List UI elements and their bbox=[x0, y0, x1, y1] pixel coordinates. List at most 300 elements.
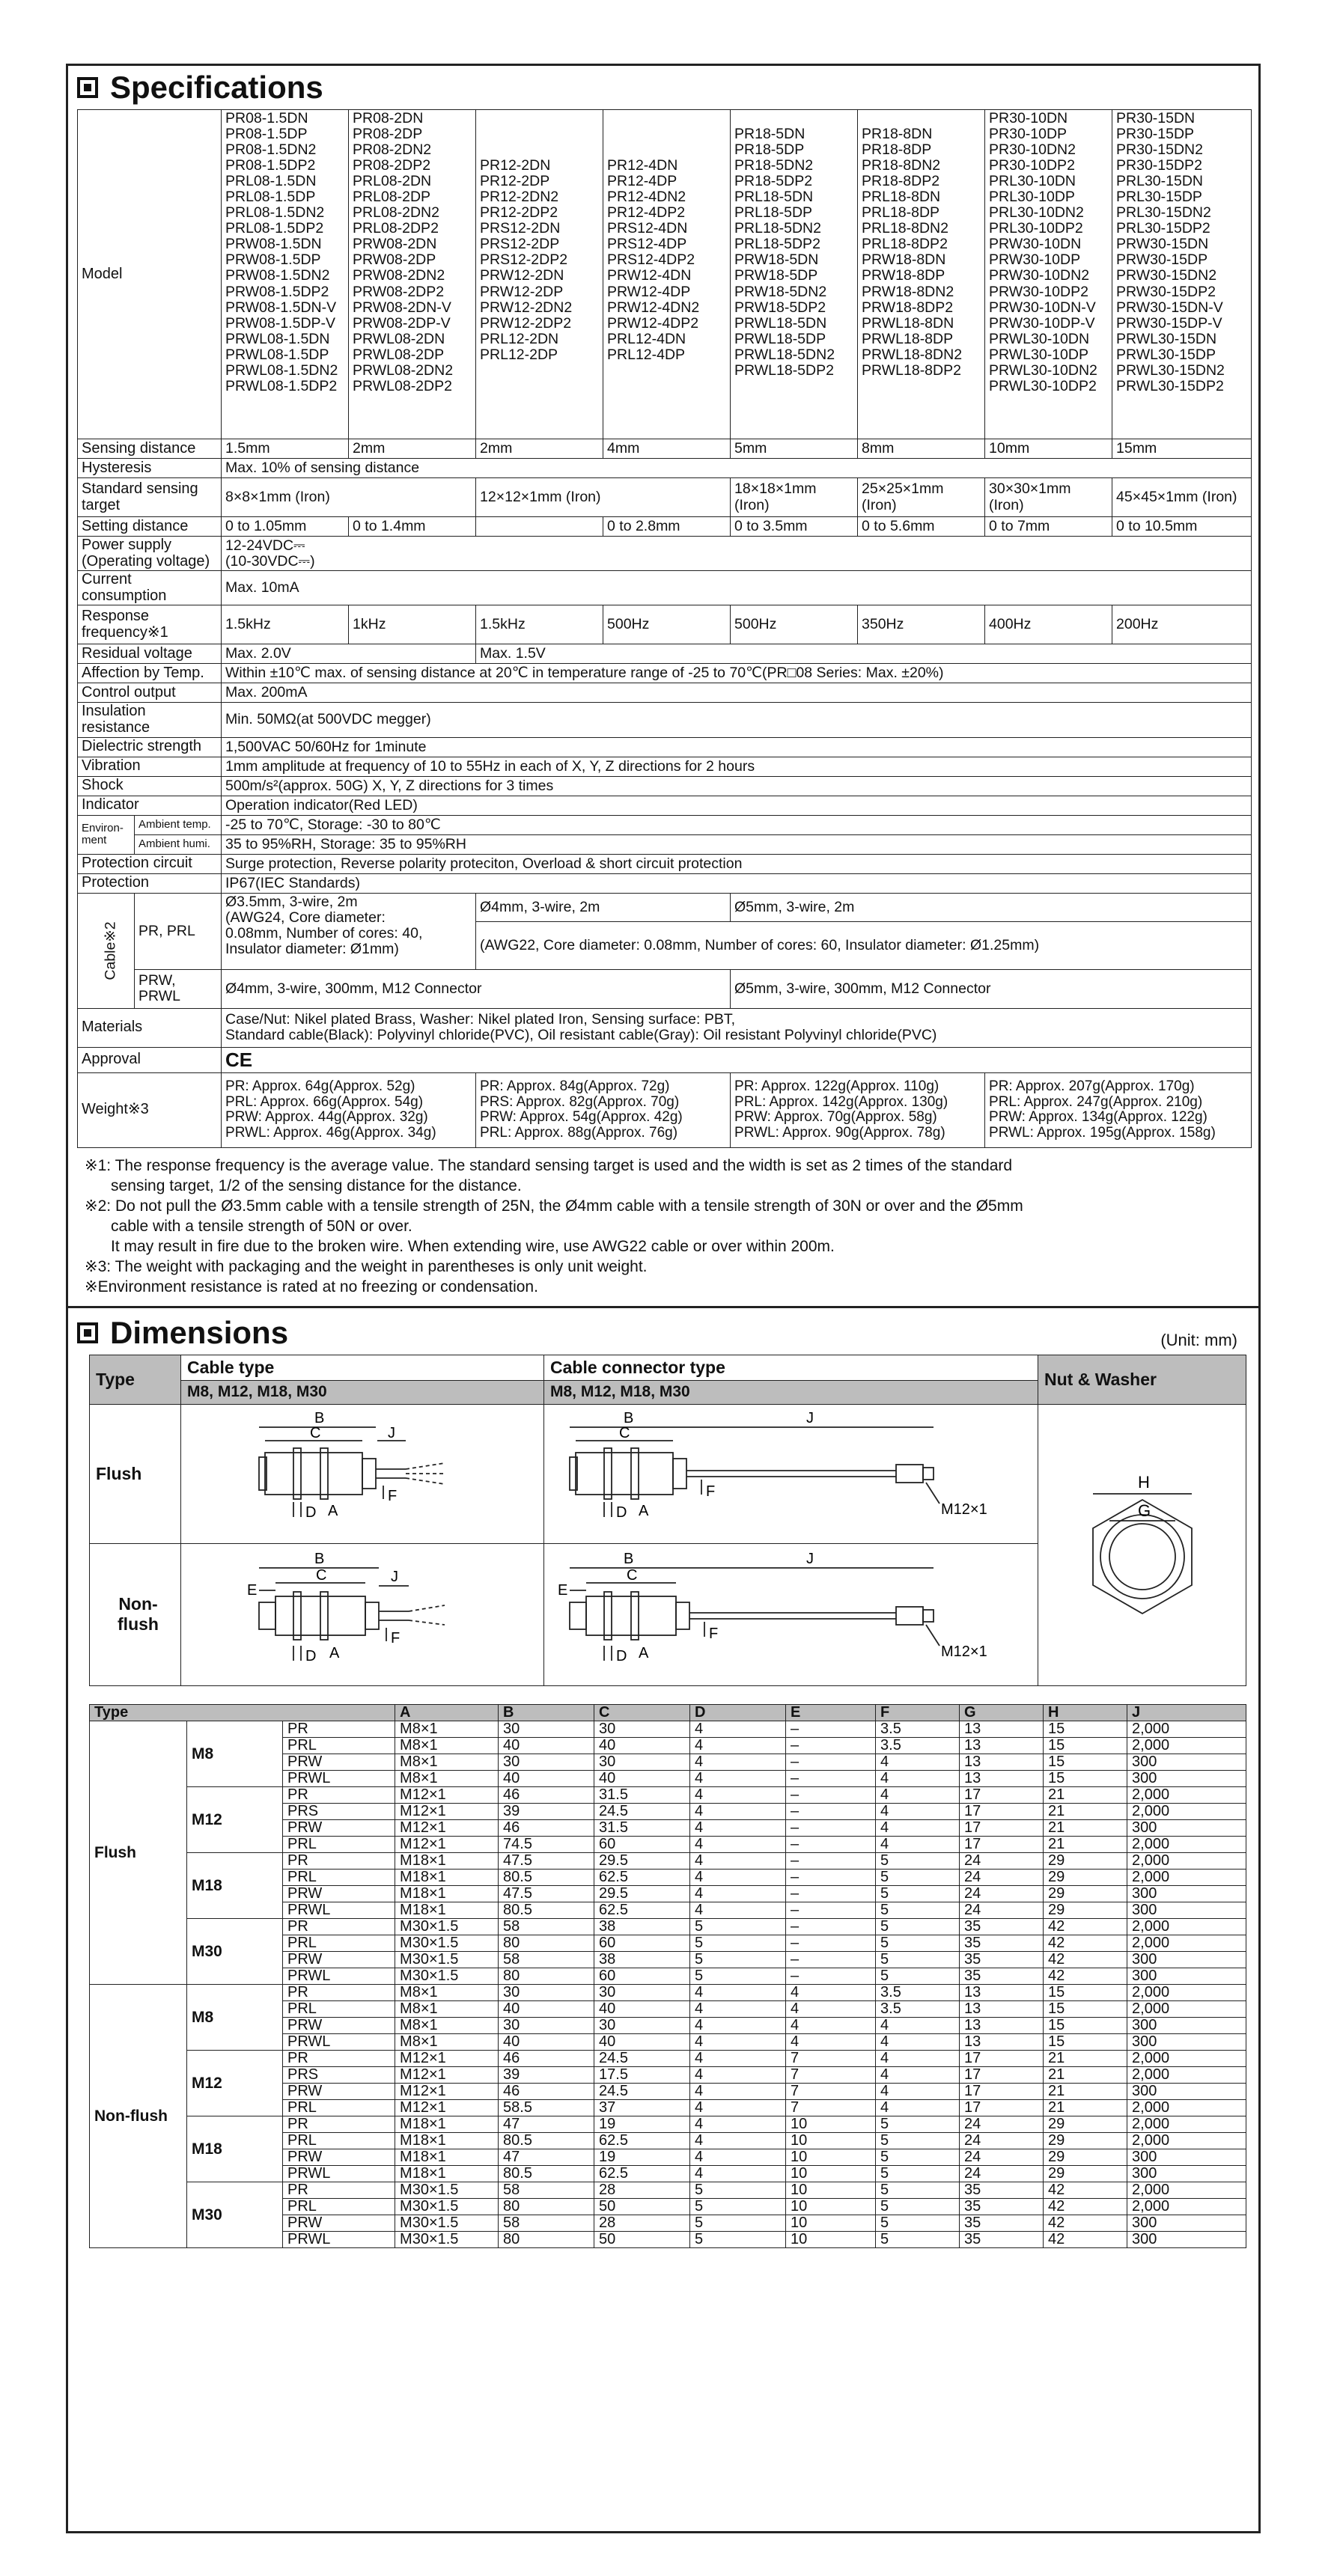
table-cell: M12×1 bbox=[395, 2083, 499, 2099]
table-cell: M12×1 bbox=[395, 2099, 499, 2116]
table-cell: 2,000 bbox=[1127, 1737, 1246, 1754]
protection-row bbox=[78, 873, 1252, 893]
table-cell: PRWL bbox=[283, 1902, 395, 1918]
cable-label-cell bbox=[78, 893, 135, 1008]
cell: 500m/s²(approx. 50G) X, Y, Z directions for 3 times bbox=[222, 776, 1252, 796]
table-cell: 2,000 bbox=[1127, 2132, 1246, 2149]
table-cell: 4 bbox=[876, 1786, 960, 1803]
table-cell: 24 bbox=[960, 1852, 1044, 1869]
column-header: H bbox=[1044, 1704, 1127, 1721]
row-label: Control output bbox=[78, 683, 222, 703]
table-cell: 35 bbox=[960, 2215, 1044, 2231]
table-cell: 24 bbox=[960, 2165, 1044, 2182]
table-cell: 46 bbox=[499, 1819, 594, 1836]
cell: 25×25×1mm (Iron) bbox=[858, 478, 985, 517]
table-cell: 10 bbox=[786, 2149, 876, 2165]
table-cell: 47.5 bbox=[499, 1885, 594, 1902]
column-header: A bbox=[395, 1704, 499, 1721]
table-cell: 4 bbox=[690, 1984, 786, 2000]
cell: 1.5kHz bbox=[222, 605, 349, 644]
size-label: M12 bbox=[187, 2050, 283, 2116]
table-cell: 2,000 bbox=[1127, 2066, 1246, 2083]
row-label: Protection bbox=[78, 873, 222, 893]
table-cell: 4 bbox=[690, 1852, 786, 1869]
table-cell: 4 bbox=[786, 2017, 876, 2033]
table-cell: 17 bbox=[960, 1836, 1044, 1852]
table-cell: – bbox=[786, 1836, 876, 1852]
table-cell: 4 bbox=[786, 2000, 876, 2017]
standard-target-row bbox=[78, 478, 1252, 517]
table-cell: M18×1 bbox=[395, 2132, 499, 2149]
cell: (AWG22, Core diameter: 0.08mm, Number of cores: 60, Insulator diameter: Ø1.25mm) bbox=[476, 921, 1252, 969]
model-row bbox=[78, 110, 1252, 439]
model-list: PR12-4DN PR12-4DP PR12-4DN2 PR12-4DP2 PRS12-4DN PRS12-4DP PRS12-4DP2 PRW12-4DN PRW12-4DP PRW12-4DN2 PRW12-4DP2 PRL12-4DN PRL12-4DP bbox=[603, 110, 731, 439]
table-cell: 10 bbox=[786, 2116, 876, 2132]
table-cell: 3.5 bbox=[876, 2000, 960, 2017]
table-cell: 10 bbox=[786, 2182, 876, 2198]
table-cell: 28 bbox=[594, 2215, 690, 2231]
table-cell: 4 bbox=[876, 2083, 960, 2099]
table-cell: – bbox=[786, 1968, 876, 1984]
table-cell: 17 bbox=[960, 1786, 1044, 1803]
cell: 0 to 10.5mm bbox=[1112, 517, 1252, 537]
table-cell: 2,000 bbox=[1127, 2116, 1246, 2132]
table-cell: 3.5 bbox=[876, 1721, 960, 1737]
response-row bbox=[78, 605, 1252, 644]
table-cell: 39 bbox=[499, 2066, 594, 2083]
type-header: Type bbox=[90, 1355, 181, 1404]
table-cell: 15 bbox=[1044, 1754, 1127, 1770]
cell: 8mm bbox=[858, 439, 985, 459]
table-cell: 42 bbox=[1044, 2231, 1127, 2247]
flush-connector-sensor-icon bbox=[544, 1405, 1038, 1539]
table-cell: 7 bbox=[786, 2083, 876, 2099]
row-label: Response frequency※1 bbox=[78, 605, 222, 644]
table-row bbox=[90, 2116, 1246, 2132]
footnotes bbox=[85, 1156, 1258, 1297]
table-cell: 17 bbox=[960, 1819, 1044, 1836]
cell: Max. 1.5V bbox=[476, 644, 1252, 664]
size-label: M8 bbox=[187, 1984, 283, 2050]
row-sublabel: Ambient humi. bbox=[135, 834, 222, 854]
table-cell: 17.5 bbox=[594, 2066, 690, 2083]
cable-type-header bbox=[181, 1355, 544, 1404]
table-cell: – bbox=[786, 1737, 876, 1754]
table-cell: 4 bbox=[690, 2066, 786, 2083]
cell: 8×8×1mm (Iron) bbox=[222, 478, 476, 517]
cell: 350Hz bbox=[858, 605, 985, 644]
dimensions-table bbox=[89, 1704, 1246, 2248]
cell: 500Hz bbox=[603, 605, 731, 644]
table-cell: 42 bbox=[1044, 2198, 1127, 2215]
column-header: E bbox=[786, 1704, 876, 1721]
connector-type-sizes: M8, M12, M18, M30 bbox=[550, 1383, 690, 1401]
table-cell: 30 bbox=[499, 1721, 594, 1737]
dim-label: F bbox=[391, 1629, 401, 1646]
row-label: Current consumption bbox=[78, 571, 222, 605]
column-header: G bbox=[960, 1704, 1044, 1721]
cell: 0 to 5.6mm bbox=[858, 517, 985, 537]
table-cell: 5 bbox=[876, 1968, 960, 1984]
table-cell: 42 bbox=[1044, 1918, 1127, 1935]
nonflush-connector-sensor-icon bbox=[544, 1544, 1038, 1682]
dim-label: C bbox=[310, 1424, 321, 1441]
table-cell: 24.5 bbox=[594, 2050, 690, 2066]
row-label: Approval bbox=[78, 1047, 222, 1072]
table-cell: 300 bbox=[1127, 1968, 1246, 1984]
table-cell: M8×1 bbox=[395, 1754, 499, 1770]
dim-label: A bbox=[329, 1644, 340, 1661]
table-cell: 4 bbox=[876, 2066, 960, 2083]
table-cell: 74.5 bbox=[499, 1836, 594, 1852]
dim-label: B bbox=[314, 1550, 325, 1567]
table-cell: 2,000 bbox=[1127, 2198, 1246, 2215]
table-cell: 80.5 bbox=[499, 1902, 594, 1918]
flush-label: Flush bbox=[90, 1404, 181, 1543]
weight-row bbox=[78, 1072, 1252, 1147]
table-cell: 15 bbox=[1044, 2033, 1127, 2050]
table-cell: 4 bbox=[690, 1819, 786, 1836]
table-cell: M12×1 bbox=[395, 1803, 499, 1819]
cable-type-sizes: M8, M12, M18, M30 bbox=[187, 1383, 327, 1401]
row-sublabel: Ambient temp. bbox=[135, 815, 222, 834]
table-cell: 80 bbox=[499, 2198, 594, 2215]
table-cell: 13 bbox=[960, 1754, 1044, 1770]
cell: PR: Approx. 84g(Approx. 72g) PRS: Approx. 82g(Approx. 70g) PRW: Approx. 54g(Approx. 42g) PRL: Approx. 88g(Approx. 76g) bbox=[476, 1072, 731, 1147]
row-label: Setting distance bbox=[78, 517, 222, 537]
table-cell: 40 bbox=[594, 1737, 690, 1754]
row-label: Insulation resistance bbox=[78, 703, 222, 737]
size-label: M18 bbox=[187, 2116, 283, 2182]
table-cell: 4 bbox=[690, 2099, 786, 2116]
table-cell: PRW bbox=[283, 2215, 395, 2231]
nut-washer-icon bbox=[1045, 1453, 1240, 1633]
table-cell: PRL bbox=[283, 2099, 395, 2116]
hysteresis-row bbox=[78, 459, 1252, 478]
table-cell: 5 bbox=[876, 2149, 960, 2165]
table-cell: 60 bbox=[594, 1968, 690, 1984]
table-cell: 29 bbox=[1044, 1885, 1127, 1902]
cell: 1.5mm bbox=[222, 439, 349, 459]
table-row bbox=[90, 2050, 1246, 2066]
table-cell: 42 bbox=[1044, 2182, 1127, 2198]
table-cell: 42 bbox=[1044, 1968, 1127, 1984]
table-cell: 58 bbox=[499, 1951, 594, 1968]
table-cell: 21 bbox=[1044, 1786, 1127, 1803]
table-cell: M30×1.5 bbox=[395, 2231, 499, 2247]
dimensions-title: Dimensions bbox=[110, 1314, 289, 1350]
indicator-row bbox=[78, 796, 1252, 815]
table-cell: 2,000 bbox=[1127, 2050, 1246, 2066]
row-label: Materials bbox=[78, 1008, 222, 1047]
cell: 30×30×1mm (Iron) bbox=[985, 478, 1112, 517]
table-cell: – bbox=[786, 1819, 876, 1836]
table-cell: 19 bbox=[594, 2116, 690, 2132]
table-cell: 35 bbox=[960, 1918, 1044, 1935]
dim-label: D bbox=[616, 1504, 627, 1521]
table-cell: 5 bbox=[690, 1935, 786, 1951]
table-cell: 2,000 bbox=[1127, 1836, 1246, 1852]
cell: 12-24VDC⎓ (10-30VDC⎓) bbox=[222, 537, 1252, 571]
table-cell: 17 bbox=[960, 1803, 1044, 1819]
materials-row bbox=[78, 1008, 1252, 1047]
table-cell: 31.5 bbox=[594, 1786, 690, 1803]
table-cell: 4 bbox=[690, 1869, 786, 1885]
cell: 0 to 1.4mm bbox=[349, 517, 476, 537]
section-divider bbox=[68, 1306, 1258, 1308]
table-cell: 13 bbox=[960, 2000, 1044, 2017]
column-header: C bbox=[594, 1704, 690, 1721]
table-cell: 58 bbox=[499, 2182, 594, 2198]
cell: Ø5mm, 3-wire, 300mm, M12 Connector bbox=[731, 969, 1252, 1008]
table-cell: – bbox=[786, 1852, 876, 1869]
table-cell: 5 bbox=[876, 1918, 960, 1935]
dim-label: C bbox=[316, 1566, 327, 1584]
cell: Ø4mm, 3-wire, 2m bbox=[476, 893, 731, 921]
table-cell: 80.5 bbox=[499, 2132, 594, 2149]
dimension-drawings-table bbox=[89, 1355, 1246, 1686]
table-cell: 58 bbox=[499, 1918, 594, 1935]
power-supply-row bbox=[78, 537, 1252, 571]
cell: 35 to 95%RH, Storage: 35 to 95%RH bbox=[222, 834, 1252, 854]
dim-label: B bbox=[624, 1409, 634, 1426]
dim-label: D bbox=[305, 1647, 317, 1664]
column-header: Type bbox=[90, 1704, 395, 1721]
table-cell: 31.5 bbox=[594, 1819, 690, 1836]
specifications-table bbox=[77, 109, 1252, 1148]
affection-row bbox=[78, 664, 1252, 683]
table-cell: – bbox=[786, 1902, 876, 1918]
size-label: M30 bbox=[187, 1918, 283, 1984]
cell: PR: Approx. 207g(Approx. 170g) PRL: Approx. 247g(Approx. 210g) PRW: Approx. 134g(Approx. 122g) PRWL: Approx. 195g(Approx. 158g) bbox=[985, 1072, 1252, 1147]
table-cell: 4 bbox=[690, 1786, 786, 1803]
table-cell: 21 bbox=[1044, 1836, 1127, 1852]
table-cell: 40 bbox=[499, 2000, 594, 2017]
dimensions-heading bbox=[68, 1311, 1258, 1355]
shock-row bbox=[78, 776, 1252, 796]
table-cell: 2,000 bbox=[1127, 1869, 1246, 1885]
table-cell: 30 bbox=[499, 2017, 594, 2033]
cell: 45×45×1mm (Iron) bbox=[1112, 478, 1252, 517]
table-cell: 5 bbox=[876, 2231, 960, 2247]
table-cell: PRW bbox=[283, 1885, 395, 1902]
model-list: PR08-1.5DN PR08-1.5DP PR08-1.5DN2 PR08-1.5DP2 PRL08-1.5DN PRL08-1.5DP PRL08-1.5DN2 PRL08-1.5DP2 PRW08-1.5DN PRW08-1.5DP PRW08-1.5DN2 PRW08-1.5DP2 PRW08-1.5DN-V PRW08-1.5DP-V PRWL08-1.5DN PRWL08-1.5DP PRWL08-1.5DN2 PRWL08-1.5DP2 bbox=[222, 110, 349, 439]
row-label: Affection by Temp. bbox=[78, 664, 222, 683]
table-cell: 35 bbox=[960, 2231, 1044, 2247]
table-cell: 300 bbox=[1127, 1902, 1246, 1918]
dim-label: C bbox=[627, 1566, 638, 1584]
cable-label: Cable※2 bbox=[102, 921, 119, 980]
table-cell: 17 bbox=[960, 2050, 1044, 2066]
unit-label: (Unit: mm) bbox=[1160, 1330, 1237, 1349]
table-cell: 2,000 bbox=[1127, 1984, 1246, 2000]
size-label: M18 bbox=[187, 1852, 283, 1918]
table-cell: 4 bbox=[876, 1770, 960, 1786]
footnote: ※2: Do not pull the Ø3.5mm cable with a tensile strength of 25N, the Ø4mm cable with a tensile strength of 30N or over and the Ø5mm cable with a tensile strength of 50N or over. It may result in fire due to the broken wire. When extending wire, use AWG22 cable or over within 200m. bbox=[85, 1197, 1023, 1255]
cell: 200Hz bbox=[1112, 605, 1252, 644]
table-cell: 47.5 bbox=[499, 1852, 594, 1869]
dim-label: A bbox=[639, 1644, 649, 1661]
table-cell: 15 bbox=[1044, 2000, 1127, 2017]
table-cell: 37 bbox=[594, 2099, 690, 2116]
table-cell: 2,000 bbox=[1127, 1918, 1246, 1935]
table-cell: 15 bbox=[1044, 1770, 1127, 1786]
table-cell: 4 bbox=[690, 1721, 786, 1737]
table-cell: 21 bbox=[1044, 2066, 1127, 2083]
nut-washer-drawing bbox=[1038, 1404, 1246, 1685]
table-cell: – bbox=[786, 1869, 876, 1885]
table-cell: 80.5 bbox=[499, 1869, 594, 1885]
column-header: F bbox=[876, 1704, 960, 1721]
table-cell: 4 bbox=[786, 1984, 876, 2000]
table-cell: 4 bbox=[876, 2033, 960, 2050]
table-cell: M8×1 bbox=[395, 2000, 499, 2017]
table-cell: 30 bbox=[499, 1754, 594, 1770]
insulation-row bbox=[78, 703, 1252, 737]
table-cell: 5 bbox=[690, 1951, 786, 1968]
dielectric-row bbox=[78, 737, 1252, 757]
group-label: Flush bbox=[90, 1721, 187, 1984]
dim-label: E bbox=[558, 1581, 568, 1599]
table-row bbox=[90, 1852, 1246, 1869]
row-label: Standard sensing target bbox=[78, 478, 222, 517]
table-cell: 24 bbox=[960, 1902, 1044, 1918]
cell: -25 to 70℃, Storage: -30 to 80℃ bbox=[222, 815, 1252, 834]
approval-row bbox=[78, 1047, 1252, 1072]
dim-label: D bbox=[616, 1647, 627, 1664]
cell: Ø3.5mm, 3-wire, 2m (AWG24, Core diameter: 0.08mm, Number of cores: 40, Insulator diameter: Ø1mm) bbox=[222, 893, 476, 969]
table-cell: 5 bbox=[876, 2198, 960, 2215]
table-cell: PRL bbox=[283, 1869, 395, 1885]
table-cell: 42 bbox=[1044, 2215, 1127, 2231]
table-cell: 40 bbox=[594, 2033, 690, 2050]
table-cell: 60 bbox=[594, 1935, 690, 1951]
current-row bbox=[78, 571, 1252, 605]
group-label: Non-flush bbox=[90, 1984, 187, 2247]
table-cell: 28 bbox=[594, 2182, 690, 2198]
table-cell: 4 bbox=[690, 1754, 786, 1770]
row-sublabel: PRW, PRWL bbox=[135, 969, 222, 1008]
table-cell: – bbox=[786, 1770, 876, 1786]
table-cell: 4 bbox=[876, 2050, 960, 2066]
nonflush-connector-drawing bbox=[544, 1543, 1038, 1685]
env-temp-row bbox=[78, 815, 1252, 834]
table-cell: 4 bbox=[690, 2083, 786, 2099]
cell: 1,500VAC 50/60Hz for 1minute bbox=[222, 737, 1252, 757]
table-cell: 46 bbox=[499, 2083, 594, 2099]
table-cell: 40 bbox=[499, 1737, 594, 1754]
table-cell: 17 bbox=[960, 2066, 1044, 2083]
table-cell: 300 bbox=[1127, 2231, 1246, 2247]
table-cell: 4 bbox=[690, 1770, 786, 1786]
table-cell: 7 bbox=[786, 2066, 876, 2083]
table-cell: 4 bbox=[690, 2017, 786, 2033]
table-cell: 24 bbox=[960, 1885, 1044, 1902]
dim-label: J bbox=[388, 1424, 395, 1441]
table-cell: PRS bbox=[283, 1803, 395, 1819]
table-cell: 29 bbox=[1044, 2132, 1127, 2149]
env-humi-row bbox=[78, 834, 1252, 854]
table-cell: M30×1.5 bbox=[395, 2215, 499, 2231]
table-cell: 40 bbox=[594, 2000, 690, 2017]
table-cell: 300 bbox=[1127, 1770, 1246, 1786]
table-row bbox=[90, 2182, 1246, 2198]
table-cell: PRL bbox=[283, 1737, 395, 1754]
table-cell: 300 bbox=[1127, 2149, 1246, 2165]
table-cell: PRWL bbox=[283, 1770, 395, 1786]
table-cell: PR bbox=[283, 1984, 395, 2000]
table-cell: M18×1 bbox=[395, 1852, 499, 1869]
table-cell: M30×1.5 bbox=[395, 1918, 499, 1935]
table-cell: 29 bbox=[1044, 1852, 1127, 1869]
vibration-row bbox=[78, 757, 1252, 776]
column-header: B bbox=[499, 1704, 594, 1721]
table-cell: 10 bbox=[786, 2198, 876, 2215]
table-cell: 62.5 bbox=[594, 1869, 690, 1885]
table-cell: 2,000 bbox=[1127, 1786, 1246, 1803]
table-cell: M30×1.5 bbox=[395, 1935, 499, 1951]
table-cell: 30 bbox=[594, 1721, 690, 1737]
table-cell: PRW bbox=[283, 2149, 395, 2165]
cell: 2mm bbox=[476, 439, 603, 459]
flush-cable-drawing bbox=[181, 1404, 544, 1543]
connector-type-title: Cable connector type bbox=[544, 1355, 1038, 1381]
table-cell: 21 bbox=[1044, 2050, 1127, 2066]
table-cell: 40 bbox=[499, 2033, 594, 2050]
cell: 4mm bbox=[603, 439, 731, 459]
table-cell: PR bbox=[283, 1721, 395, 1737]
table-cell: PR bbox=[283, 1918, 395, 1935]
table-cell: 300 bbox=[1127, 1819, 1246, 1836]
table-cell: 300 bbox=[1127, 2165, 1246, 2182]
control-row bbox=[78, 683, 1252, 703]
table-cell: 13 bbox=[960, 1984, 1044, 2000]
row-label: Sensing distance bbox=[78, 439, 222, 459]
model-list: PR18-5DN PR18-5DP PR18-5DN2 PR18-5DP2 PRL18-5DN PRL18-5DP PRL18-5DN2 PRL18-5DP2 PRW18-5DN PRW18-5DP PRW18-5DN2 PRW18-5DP2 PRWL18-5DN PRWL18-5DP PRWL18-5DN2 PRWL18-5DP2 bbox=[731, 110, 858, 439]
dim-label: B bbox=[624, 1550, 634, 1567]
flush-cable-sensor-icon bbox=[181, 1405, 543, 1539]
table-cell: 3.5 bbox=[876, 1984, 960, 2000]
table-cell: 4 bbox=[690, 2033, 786, 2050]
row-label: Weight※3 bbox=[78, 1072, 222, 1147]
table-cell: M12×1 bbox=[395, 2066, 499, 2083]
nonflush-label: Non- flush bbox=[90, 1543, 181, 1685]
cell: 1.5kHz bbox=[476, 605, 603, 644]
row-label: Environ-ment bbox=[78, 815, 135, 854]
table-cell: M12×1 bbox=[395, 1786, 499, 1803]
table-cell: 300 bbox=[1127, 2017, 1246, 2033]
table-cell: 80 bbox=[499, 1935, 594, 1951]
sensing-distance-row bbox=[78, 439, 1252, 459]
table-cell: 4 bbox=[786, 2033, 876, 2050]
table-cell: 29.5 bbox=[594, 1885, 690, 1902]
row-label: Hysteresis bbox=[78, 459, 222, 478]
table-cell: 29 bbox=[1044, 2165, 1127, 2182]
table-cell: – bbox=[786, 1885, 876, 1902]
table-cell: PR bbox=[283, 2050, 395, 2066]
table-cell: M18×1 bbox=[395, 1869, 499, 1885]
table-cell: M30×1.5 bbox=[395, 1968, 499, 1984]
table-cell: 35 bbox=[960, 1951, 1044, 1968]
cell: 400Hz bbox=[985, 605, 1112, 644]
row-label: Protection circuit bbox=[78, 854, 222, 873]
table-cell: M18×1 bbox=[395, 1902, 499, 1918]
table-cell: 5 bbox=[690, 2215, 786, 2231]
dim-label: C bbox=[619, 1424, 630, 1441]
footnote: ※1: The response frequency is the average value. The standard sensing target is used and the width is set as 2 times of the standard sensing target, 1/2 of the sensing distance for the distance. bbox=[85, 1156, 1013, 1194]
table-cell: PRW bbox=[283, 2083, 395, 2099]
size-label: M8 bbox=[187, 1721, 283, 1786]
